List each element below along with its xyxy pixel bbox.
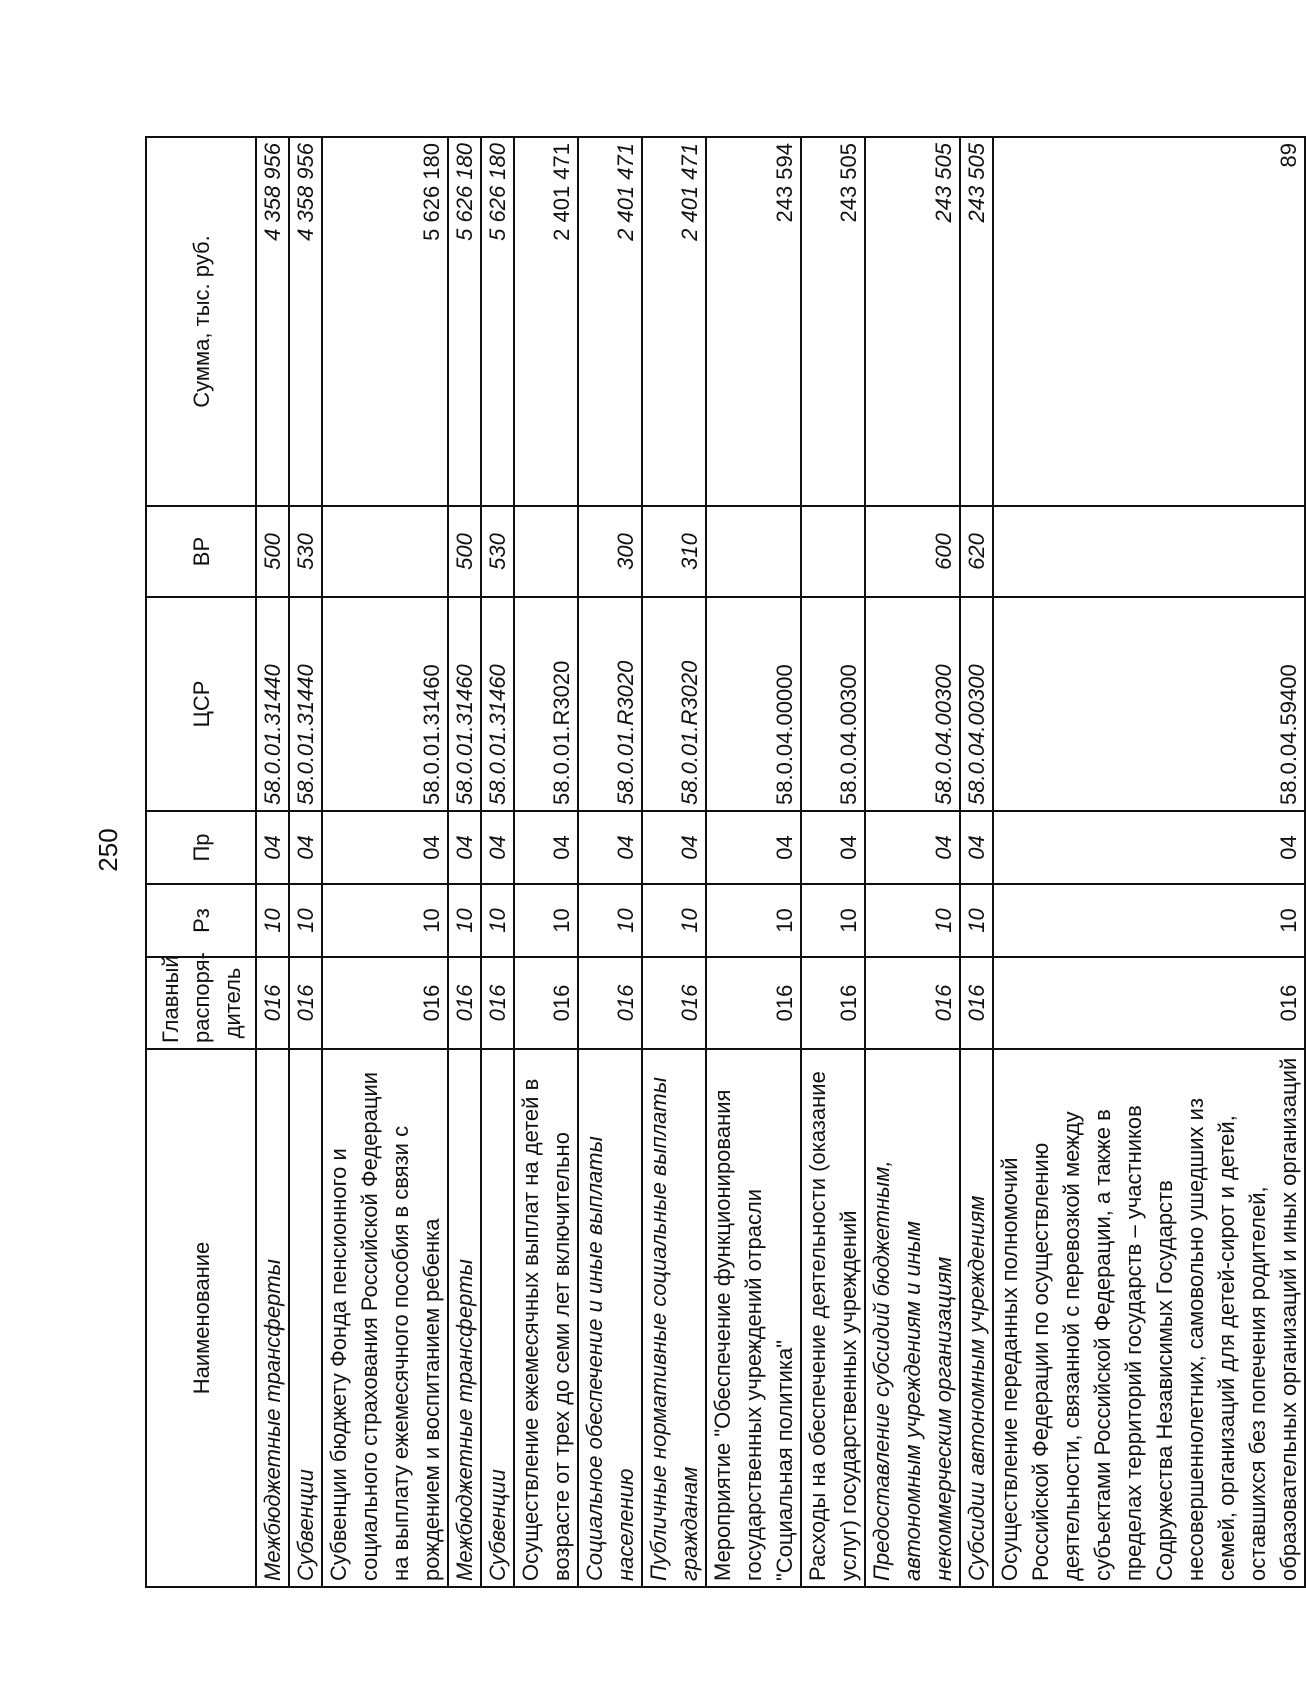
row-csr: 58.0.01.31460 — [322, 597, 448, 811]
row-vr — [706, 506, 801, 597]
row-sum: 5 626 180 — [322, 137, 448, 506]
row-manager: 016 — [993, 957, 1305, 1049]
row-vr — [993, 506, 1305, 597]
row-pr: 04 — [993, 811, 1305, 884]
row-vr — [322, 506, 448, 597]
row-vr: 600 — [865, 506, 960, 597]
row-name: Публичные нормативные социальные выплаты гражданам — [642, 1049, 706, 1587]
row-pr: 04 — [801, 811, 865, 884]
row-rz: 10 — [256, 884, 289, 957]
row-csr: 58.0.04.00000 — [706, 597, 801, 811]
header-rz: Рз — [146, 884, 256, 957]
row-pr: 04 — [865, 811, 960, 884]
row-name: Предоставление субсидий бюджетным, автономным учреждениям и иным некоммерческим организациям — [865, 1049, 960, 1587]
row-manager: 016 — [578, 957, 642, 1049]
row-rz: 10 — [801, 884, 865, 957]
row-vr: 620 — [960, 506, 993, 597]
row-manager: 016 — [514, 957, 578, 1049]
row-csr: 58.0.04.00300 — [960, 597, 993, 811]
header-manager: Главный распоря-дитель — [146, 957, 256, 1049]
row-manager: 016 — [448, 957, 481, 1049]
row-csr: 58.0.01.R3020 — [514, 597, 578, 811]
row-sum: 2 401 471 — [514, 137, 578, 506]
table-row — [256, 137, 289, 1587]
row-pr: 04 — [289, 811, 322, 884]
header-pr: Пр — [146, 811, 256, 884]
row-sum: 4 358 956 — [256, 137, 289, 506]
table-row — [706, 137, 801, 1587]
row-vr: 530 — [289, 506, 322, 597]
row-sum: 4 358 956 — [289, 137, 322, 506]
table-row — [578, 137, 642, 1587]
row-rz: 10 — [578, 884, 642, 957]
table-row — [514, 137, 578, 1587]
row-pr: 04 — [706, 811, 801, 884]
row-csr: 58.0.01.31460 — [448, 597, 481, 811]
row-vr: 310 — [642, 506, 706, 597]
row-rz: 10 — [642, 884, 706, 957]
row-pr: 04 — [578, 811, 642, 884]
row-csr: 58.0.04.00300 — [801, 597, 865, 811]
row-sum: 2 401 471 — [642, 137, 706, 506]
row-pr: 04 — [960, 811, 993, 884]
row-name: Осуществление переданных полномочий Российской Федерации по осуществлению деятельности, связанной с перевозкой между субъектами Российской Федерации, а также в пределах территорий государств – участников Содружества Независимых Государств несовершеннолетних, самовольно ушедших из семей, организаций для детей-сирот и детей, оставшихся без попечения родителей, образовательных организаций и иных организаций — [993, 1049, 1305, 1587]
row-rz: 10 — [322, 884, 448, 957]
row-rz: 10 — [448, 884, 481, 957]
row-pr: 04 — [481, 811, 514, 884]
row-vr: 300 — [578, 506, 642, 597]
row-name: Субвенции — [289, 1049, 322, 1587]
row-manager: 016 — [322, 957, 448, 1049]
row-sum: 89 — [993, 137, 1305, 506]
row-name: Субвенции бюджету Фонда пенсионного и социального страхования Российской Федерации на выплату ежемесячного пособия в связи с рождением и воспитанием ребенка — [322, 1049, 448, 1587]
table-row — [960, 137, 993, 1587]
row-csr: 58.0.01.R3020 — [578, 597, 642, 811]
row-name: Межбюджетные трансферты — [256, 1049, 289, 1587]
table-row — [993, 137, 1305, 1587]
row-manager: 016 — [642, 957, 706, 1049]
row-csr: 58.0.01.31460 — [481, 597, 514, 811]
row-vr — [514, 506, 578, 597]
row-rz: 10 — [514, 884, 578, 957]
row-name: Осуществление ежемесячных выплат на детей в возрасте от трех до семи лет включительно — [514, 1049, 578, 1587]
row-rz: 10 — [289, 884, 322, 957]
row-vr: 500 — [448, 506, 481, 597]
row-name: Субвенции — [481, 1049, 514, 1587]
row-manager: 016 — [256, 957, 289, 1049]
row-sum: 243 505 — [865, 137, 960, 506]
budget-table — [145, 136, 1306, 1588]
row-sum: 243 505 — [801, 137, 865, 506]
row-sum: 243 594 — [706, 137, 801, 506]
header-name: Наименование — [146, 1049, 256, 1587]
header-vr: ВР — [146, 506, 256, 597]
row-pr: 04 — [448, 811, 481, 884]
table-row — [322, 137, 448, 1587]
table-row — [481, 137, 514, 1587]
row-name: Межбюджетные трансферты — [448, 1049, 481, 1587]
header-row — [146, 137, 256, 1587]
row-pr: 04 — [256, 811, 289, 884]
row-name: Социальное обеспечение и иные выплаты населению — [578, 1049, 642, 1587]
table-row — [448, 137, 481, 1587]
row-vr: 500 — [256, 506, 289, 597]
row-manager: 016 — [801, 957, 865, 1049]
row-sum: 243 505 — [960, 137, 993, 506]
row-rz: 10 — [960, 884, 993, 957]
row-manager: 016 — [960, 957, 993, 1049]
row-pr: 04 — [514, 811, 578, 884]
table-row — [289, 137, 322, 1587]
row-pr: 04 — [642, 811, 706, 884]
row-manager: 016 — [706, 957, 801, 1049]
row-manager: 016 — [481, 957, 514, 1049]
row-rz: 10 — [481, 884, 514, 957]
row-sum: 2 401 471 — [578, 137, 642, 506]
row-sum: 5 626 180 — [448, 137, 481, 506]
row-pr: 04 — [322, 811, 448, 884]
row-name: Субсидии автономным учреждениям — [960, 1049, 993, 1587]
row-manager: 016 — [289, 957, 322, 1049]
row-vr: 530 — [481, 506, 514, 597]
row-csr: 58.0.04.00300 — [865, 597, 960, 811]
table-row — [642, 137, 706, 1587]
row-rz: 10 — [706, 884, 801, 957]
row-vr — [801, 506, 865, 597]
row-name: Расходы на обеспечение деятельности (оказание услуг) государственных учреждений — [801, 1049, 865, 1587]
header-csr: ЦСР — [146, 597, 256, 811]
row-csr: 58.0.04.59400 — [993, 597, 1305, 811]
table-row — [865, 137, 960, 1587]
header-sum: Сумма, тыс. руб. — [146, 137, 256, 506]
row-rz: 10 — [993, 884, 1305, 957]
row-csr: 58.0.01.31440 — [256, 597, 289, 811]
page-number: 250 — [93, 828, 123, 872]
row-manager: 016 — [865, 957, 960, 1049]
row-csr: 58.0.01.R3020 — [642, 597, 706, 811]
table-row — [801, 137, 865, 1587]
row-name: Мероприятие "Обеспечение функционирования государственных учреждений отрасли "Социальная политика" — [706, 1049, 801, 1587]
row-rz: 10 — [865, 884, 960, 957]
rotated-table-container — [145, 138, 1301, 1588]
row-sum: 5 626 180 — [481, 137, 514, 506]
row-csr: 58.0.01.31440 — [289, 597, 322, 811]
